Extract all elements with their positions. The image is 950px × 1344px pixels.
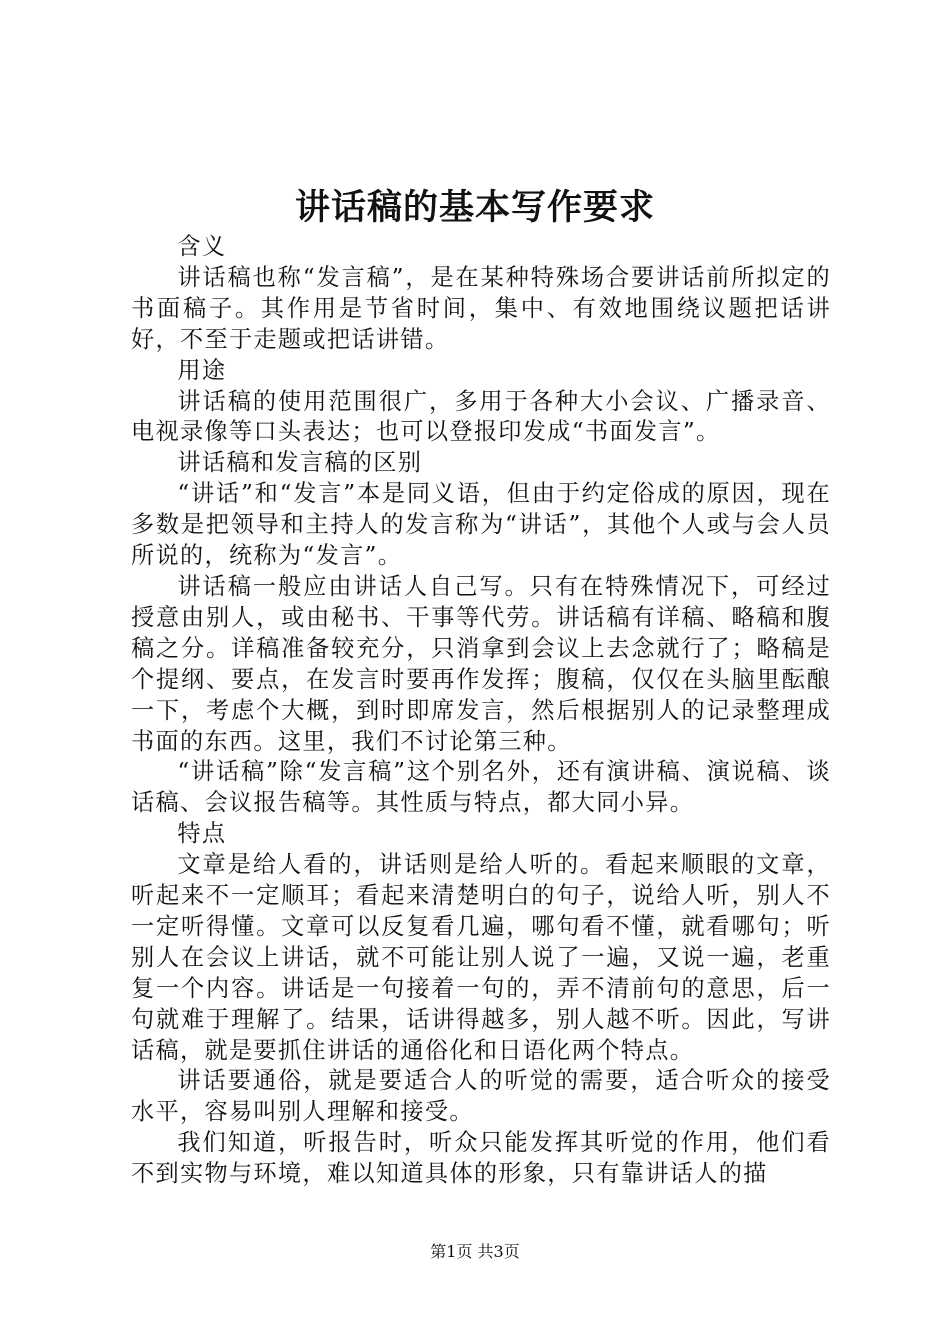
paragraph: 讲话稿一般应由讲话人自己写。只有在特殊情况下，可经过授意由别人，或由秘书、干事等代劳。讲话稿有详稿、略稿和腹稿之分。详稿准备较充分，只消拿到会议上去念就行了；略稿是个提纲、要点，在发言时要再作发挥；腹稿，仅仅在头脑里酝酿一下，考虑个大概，到时即席发言，然后根据别人的记录整理成书面的东西。这里，我们不讨论第三种。: [131, 572, 831, 755]
section-heading-usage: 用途: [177, 356, 227, 384]
paragraph: 文章是给人看的，讲话则是给人听的。看起来顺眼的文章，听起来不一定顺耳；看起来清楚明白的句子，说给人听，别人不一定听得懂。文章可以反复看几遍，哪句看不懂，就看哪句；听别人在会议上讲话，就不可能让别人说了一遍，又说一遍，老重复一个内容。讲话是一句接着一句的，弄不清前句的意思，后一句就难于理解了。结果，话讲得越多，别人越不听。因此，写讲话稿，就是要抓住讲话的通俗化和日语化两个特点。: [131, 851, 831, 1064]
paragraph: “讲话稿”除“发言稿”这个别名外，还有演讲稿、演说稿、谈话稿、会议报告稿等。其性质与特点，都大同小异。: [131, 758, 831, 817]
document-title: 讲话稿的基本写作要求: [294, 187, 655, 228]
paragraph: 讲话要通俗，就是要适合人的听觉的需要，适合听众的接受水平，容易叫别人理解和接受。: [131, 1067, 831, 1126]
paragraph: 讲话稿也称“发言稿”，是在某种特殊场合要讲话前所拟定的书面稿子。其作用是节省时间，集中、有效地围绕议题把话讲好，不至于走题或把话讲错。: [131, 263, 831, 353]
paragraph: 讲话稿的使用范围很广，多用于各种大小会议、广播录音、电视录像等口头表达；也可以登报印发成“书面发言”。: [131, 387, 831, 446]
document-body: [131, 232, 831, 1190]
paragraph: 我们知道，听报告时，听众只能发挥其听觉的作用，他们看不到实物与环境，难以知道具体的形象，只有靠讲话人的描: [131, 1129, 831, 1188]
section-heading-difference: 讲话稿和发言稿的区别: [177, 449, 423, 477]
paragraph: “讲话”和“发言”本是同义语，但由于约定俗成的原因，现在多数是把领导和主持人的发言称为“讲话”，其他个人或与会人员所说的，统称为“发言”。: [131, 480, 831, 570]
page-footer: 第1页 共3页: [430, 1242, 520, 1261]
section-heading-features: 特点: [177, 820, 227, 848]
section-heading-meaning: 含义: [177, 233, 227, 260]
